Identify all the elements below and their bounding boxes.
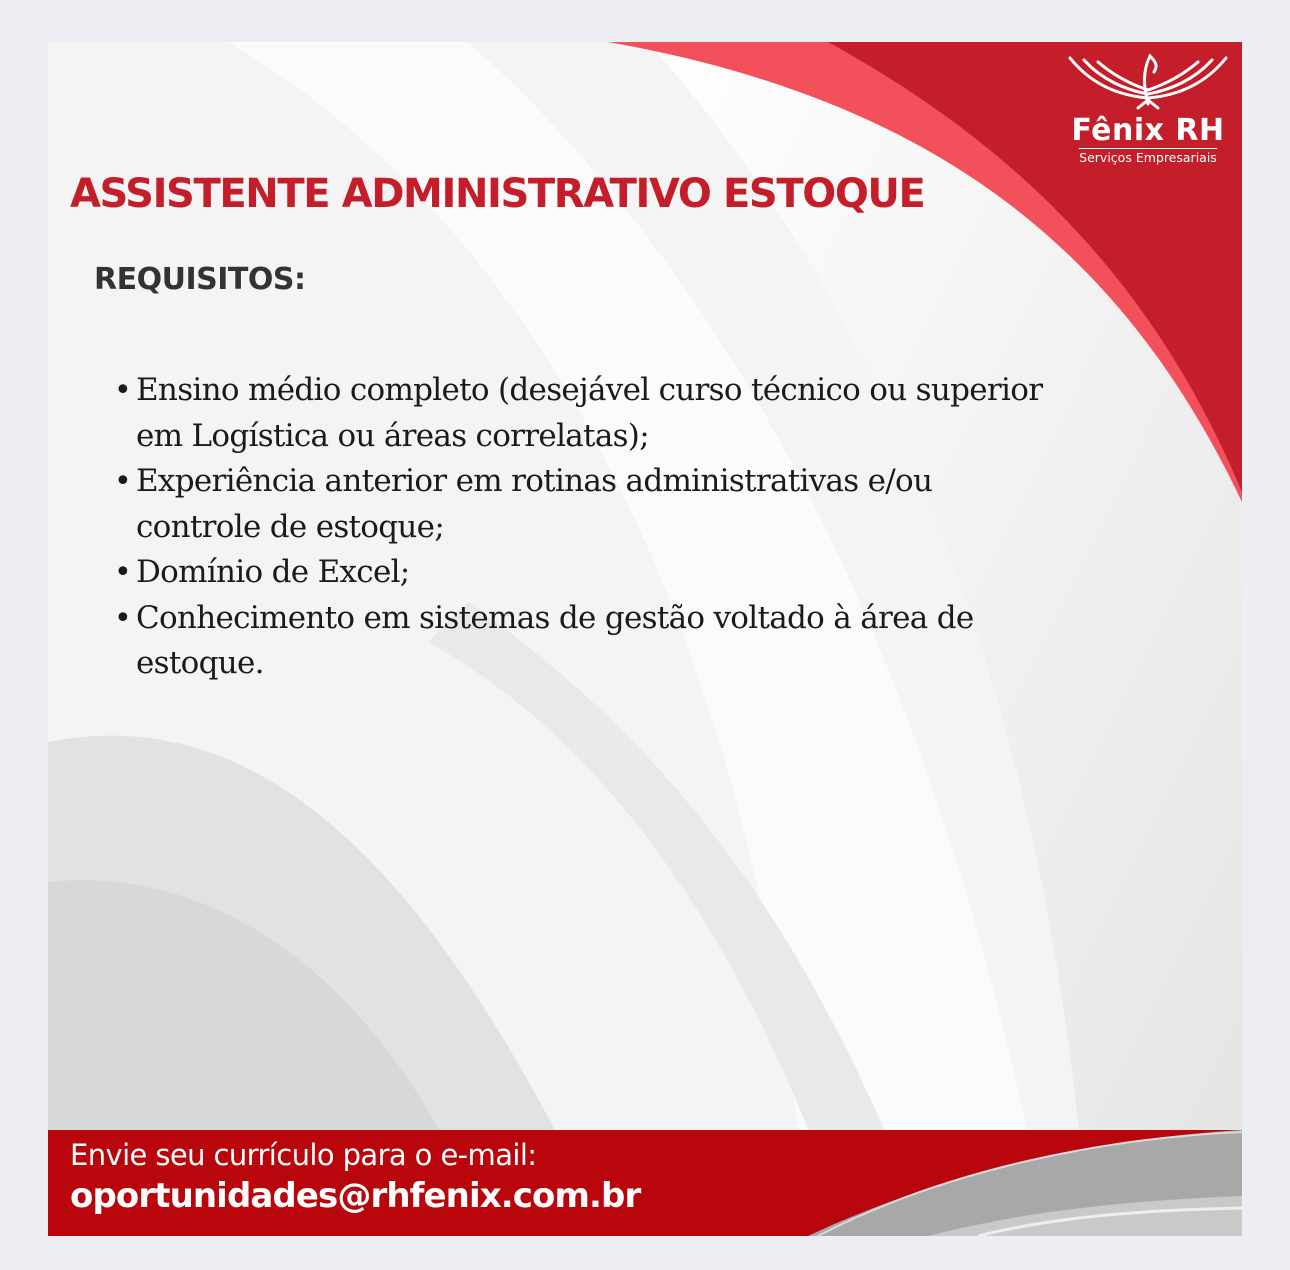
list-item-line: controle de estoque; (136, 508, 445, 545)
footer-label: Envie seu currículo para o e-mail: (70, 1138, 537, 1172)
company-logo (1060, 48, 1236, 188)
job-title: ASSISTENTE ADMINISTRATIVO ESTOQUE (70, 171, 925, 217)
list-item-line: Experiência anterior em rotinas administrativas e/ou (136, 463, 933, 499)
list-item-line: estoque. (136, 645, 264, 681)
bullet-icon: • (114, 555, 131, 590)
requirements-list (114, 368, 1136, 687)
logo-tagline: Serviços Empresariais (1079, 150, 1217, 165)
list-item (114, 550, 1136, 596)
list-item-line: Ensino médio completo (desejável curso técnico ou superior (136, 372, 1043, 408)
job-post-card (48, 42, 1242, 1236)
list-item-line: Domínio de Excel; (136, 554, 410, 590)
logo-name: Fênix RH (1071, 113, 1225, 148)
bullet-icon: • (114, 600, 131, 636)
list-item-line: Conhecimento em sistemas de gestão voltado à área de (136, 599, 974, 636)
bullet-icon: • (114, 373, 131, 408)
list-item (114, 368, 1136, 459)
list-item (114, 596, 1136, 687)
bullet-icon: • (114, 464, 131, 499)
list-item-line: em Logística ou áreas correlatas); (136, 417, 649, 454)
contact-email[interactable]: oportunidades@rhfenix.com.br (70, 1176, 641, 1216)
list-item (114, 459, 1136, 550)
footer-banner (48, 1130, 1242, 1236)
phoenix-icon (1064, 48, 1232, 112)
requirements-heading: REQUISITOS: (94, 262, 306, 297)
